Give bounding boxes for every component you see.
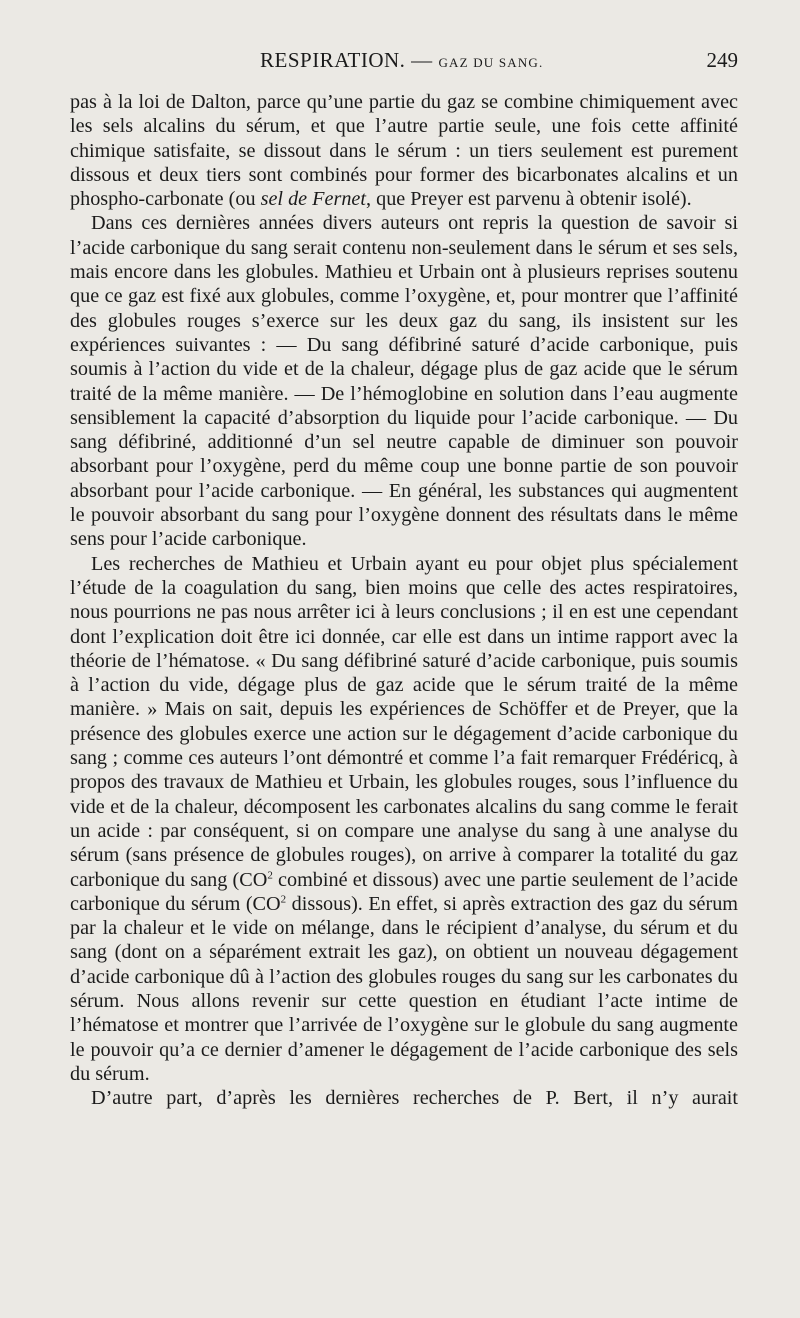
- page-number: 249: [706, 48, 738, 72]
- superscript-2: 2: [267, 868, 273, 881]
- paragraph-3: [70, 552, 738, 1087]
- paragraph-3-text-b: combiné et dissous) avec une partie seulement de l’acide carbonique du sérum (CO: [70, 868, 739, 915]
- paragraph-3-text-c: dissous). En effet, si après extraction des gaz du sérum par la chaleur et le vide on mélange, dans le récipient d’analyse, du sérum et du sang (dont on a séparément extrait les gaz), on obtient un nouveau dégagement d’acide carbonique dû à l’action des globules rouges du sang sur les carbonates du sérum. Nous allons revenir sur cette question en étudiant l’acte intime de l’hématose et montrer que l’arrivée de l’oxygène sur le globule du sang augmente le pouvoir qu’a ce dernier d’amener le dégagement de l’acide carbonique des sels du sérum.: [70, 892, 738, 1085]
- paragraph-1-text-b: , que Preyer est parvenu à obtenir isolé).: [366, 188, 692, 211]
- superscript-2: 2: [280, 893, 287, 906]
- running-header: [70, 48, 738, 76]
- paragraph-2: Dans ces dernières années divers auteurs ont repris la question de savoir si l’acide carbonique du sang serait contenu non-seulement dans le sérum et ses sels, mais encore dans les globules. Mathieu et Urbain ont à plusieurs reprises soutenu que ce gaz est fixé aux globules, comme l’oxygène, et, pour montrer que l’affinité des globules rouges s’exerce sur les deux gaz du sang, ils insistent sur les expériences suivantes : — Du sang défibriné saturé d’acide carbonique, puis soumis à l’action du vide et de la chaleur, dégage plus de gaz acide que le sérum traité de la même manière. — De l’hémoglobine en solution dans l’eau augmente sensiblement la capacité d’absorption du liquide pour l’acide carbonique. — Du sang défibriné, additionné d’un sel neutre capable de diminuer son pouvoir absorbant pour l’oxygène, perd du même coup une bonne partie de son pouvoir absorbant pour l’acide carbonique. — En général, les substances qui augmentent le pouvoir absorbant du sang pour l’oxygène donnent des résultats dans le même sens pour l’acide carbonique.: [70, 212, 738, 551]
- paragraph-1-text-a: pas à la loi de Dalton, parce qu’une partie du gaz se combine chimiquement avec les sels alcalins du sérum, et que l’autre partie seule, une fois cette affinité chimique satisfaite, se dissout dans le sérum : un tiers seulement est purement dissous et deux tiers sont combinés pour former des bicarbonates alcalins et un phospho-carbonate (ou: [70, 91, 738, 211]
- paragraph-4: D’autre part, d’après les dernières recherches de P. Bert, il n’y aurait: [91, 1087, 738, 1110]
- running-title-sub: GAZ DU SANG.: [438, 55, 544, 70]
- body-text: [70, 90, 738, 1110]
- paragraph-3-text-a: Les recherches de Mathieu et Urbain ayant eu pour objet plus spécialement l’étude de la coagulation du sang, bien moins que celle des actes respiratoires, nous pourrions ne pas nous arrêter ici à leurs conclusions ; il en est une cependant dont l’explication doit être ici donnée, car elle est dans un intime rapport avec la théorie de l’hématose. « Du sang défibriné saturé d’acide carbonique, puis soumis à l’action du vide, dégage plus de gaz acide que le sérum traité de la même manière. » Mais on sait, depuis les expériences de Schöffer et de Preyer, que la présence des globules exerce une action sur le dégagement d’acide carbonique du sang ; comme ces auteurs l’ont démontré et comme l’a fait remarquer Frédéricq, à propos des travaux de Mathieu et Urbain, les globules rouges, sous l’influence du vide et de la chaleur, décomposent les carbonates alcalins du sang comme le ferait un acide : par conséquent, si on compare une analyse du sang à une analyse du sérum (sans présence de globules rouges), on arrive à comparer la totalité du gaz carbonique du sang (CO: [70, 552, 738, 891]
- running-title: [260, 48, 543, 73]
- paragraph-1: [70, 90, 738, 211]
- paragraph-1-italic: sel de Fernet: [260, 188, 366, 211]
- running-title-main: RESPIRATION. —: [260, 48, 433, 72]
